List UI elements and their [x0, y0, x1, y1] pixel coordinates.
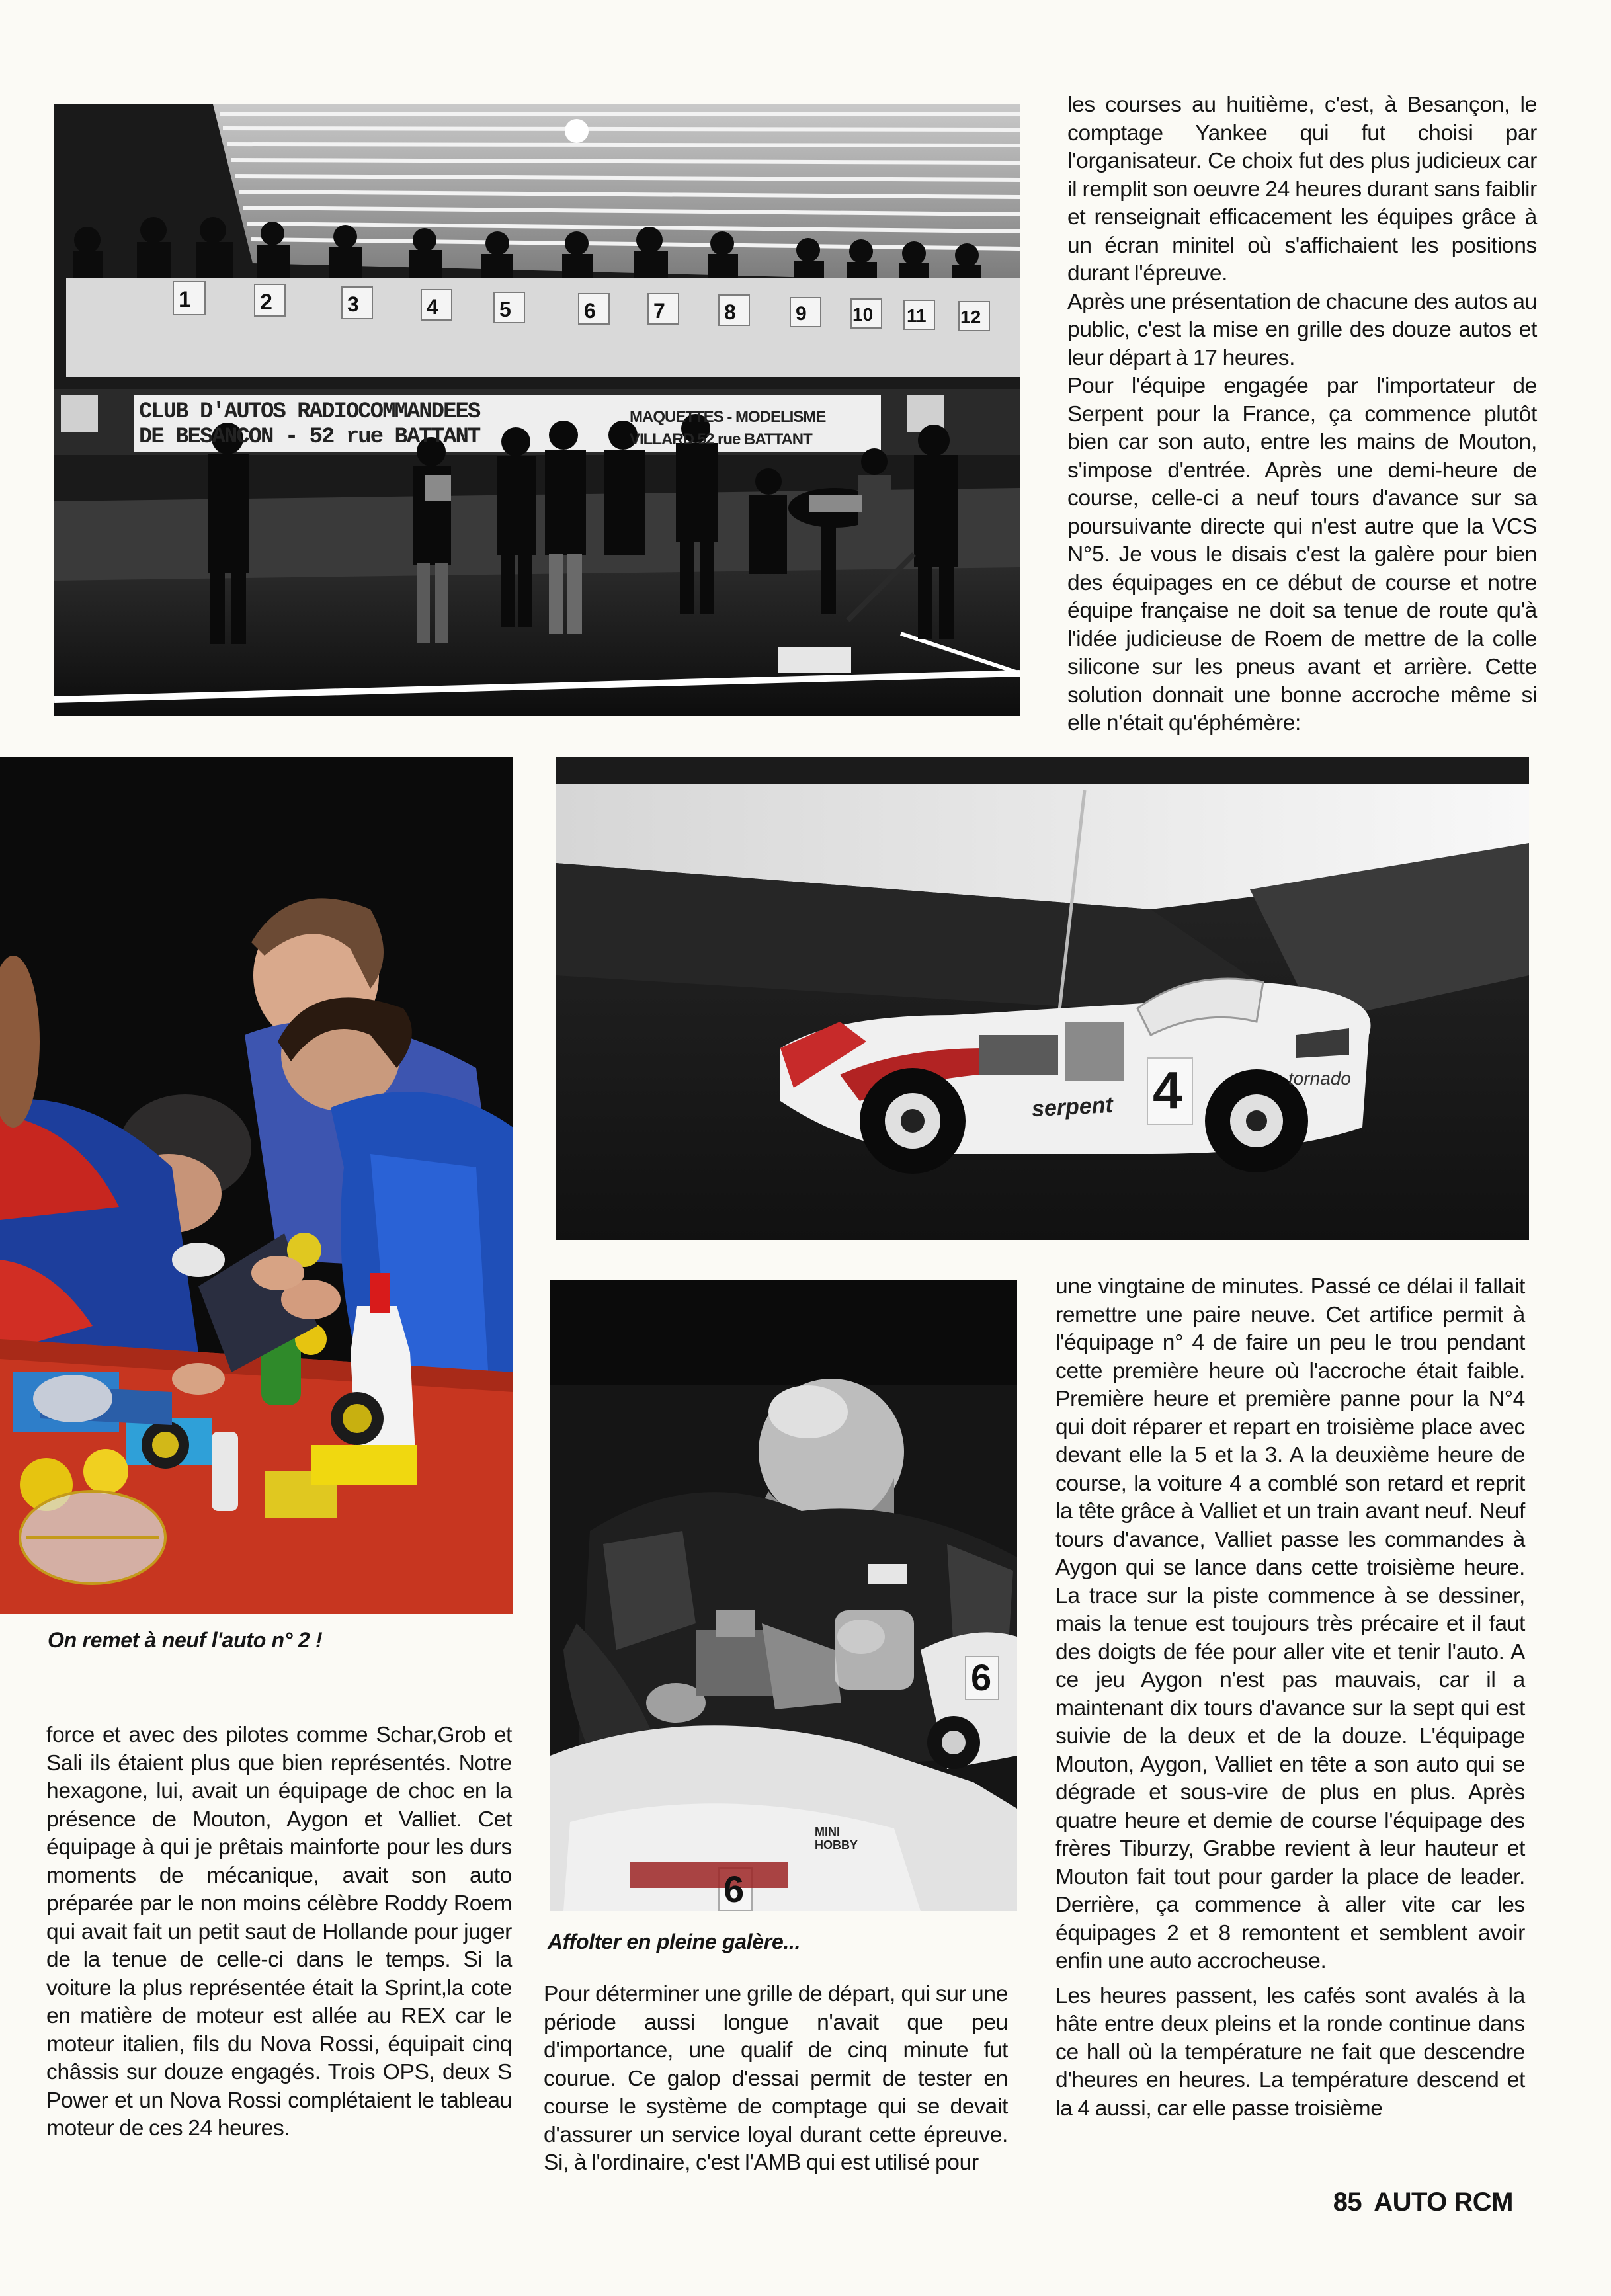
stand-number: 1	[179, 287, 191, 312]
car-sponsor-decal: serpent	[1031, 1092, 1114, 1122]
photo-repair	[0, 757, 513, 1614]
article-column-right-top	[1067, 91, 1537, 738]
paragraph: force et avec des pilotes comme Schar,Grob et Sali ils étaient plus que bien représentés. Notre hexagone, lui, avait un équipage de choc en la présence de Mouton, Aygon et Valliet. Cet équipage à qui je prêtais mainforte pour les durs moments de mécanique, avait son auto préparée par le non moins célèbre Roddy Roem qui avait fait un petit saut de Hollande pour juger de la tenue de celle-ci dans le temps. Si la voiture la plus représentée était la Sprint,la cote en matière de moteur est allée au REX car le moteur italien, fils du Nova Rossi, équipait cinq châssis sur douze engagés. Trois OPS, deux S Power et un Nova Rossi complétaient le tableau moteur de ces 24 heures.	[46, 1723, 512, 2141]
stand-number: 10	[852, 304, 874, 325]
body-decal: MINI HOBBY	[815, 1825, 858, 1852]
page-number: 85	[1333, 2188, 1362, 2217]
stand-number: 8	[724, 300, 736, 324]
car-number: 4	[1153, 1061, 1182, 1120]
car-tornado-decal: tornado	[1288, 1068, 1351, 1088]
article-column-left-bottom	[46, 1721, 512, 2143]
article-column-right-bottom	[1055, 1273, 1525, 2123]
paragraph: Les heures passent, les cafés sont avalés à la hâte entre deux pleins et la ronde continue dans ce hall où la température ne fait que descendre d'heures en heures. La température descend et la 4 aussi, car elle passe troisième	[1055, 1983, 1525, 2121]
stand-number: 5	[499, 298, 511, 321]
stand-number: 3	[347, 292, 359, 316]
banner-club	[139, 399, 595, 450]
banner-shop-line1: MAQUETTES - MODELISME	[630, 408, 826, 426]
stand-number: 4	[427, 295, 438, 319]
article-column-middle-bottom	[544, 1981, 1008, 2178]
stand-number: 11	[907, 306, 927, 326]
photo-mechanic	[550, 1280, 1017, 1911]
paragraph: Après une présentation de chacune des autos au public, c'est la mise en grille des douze autos et leur départ à 17 heures.	[1067, 289, 1537, 370]
stand-number: 9	[796, 303, 807, 325]
stand-number: 6	[584, 299, 596, 323]
photo-race-car	[556, 757, 1529, 1240]
banner-shop	[630, 406, 888, 451]
stand-number: 7	[653, 299, 665, 323]
stand-number: 12	[960, 307, 981, 327]
caption-repair: On remet à neuf l'auto n° 2 !	[48, 1628, 323, 1652]
paragraph: une vingtaine de minutes. Passé ce délai il fallait remettre une paire neuve. Cet artifice permit à l'équipage n° 4 de faire un peu le trou pendant cette première heure où l'accroche était faible. Première heure et première panne pour la N°4 qui doit réparer et repart en troisième place avec devant elle la 5 et la 3. A la deuxième heure de course, la voiture 4 a comblé son retard et reprit la tête grâce à Valliet et un train avant neuf. Neuf tours d'avance, Valliet passe les commandes à Aygon qui se lance dans cette troisième heure. La trace sur la piste commence à se dessiner, mais la tenue est toujours très précaire et il faut des doigts de fée pour aller vite et tenir l'auto. A ce jeu Aygon n'est pas mauvais, car il a maintenant dix tours d'avance sur la sept qui est suivie de la deux et de la douze. L'équipage Mouton, Aygon, Valliet en tête a son auto qui se dégrade et sous-vire de plus en plus. Après quatre heure et demie de course l'équipage des frères Tiburzy, Grabbe revient à leur hauteur et Mouton fait tout pour garder la place de leader. Derrière, ça commence à aller vite car les équipages 2 et 8 remontent et semblent avoir enfin une auto accrocheuse.	[1055, 1274, 1525, 1973]
photo-grandstand	[54, 104, 1020, 716]
stand-numbers	[54, 283, 1020, 327]
paragraph: Pour déterminer une grille de départ, qui sur une période aussi longue n'avait que peu d'importance, une qualif de cinq minute fut courue. Ce galop d'essai permit de tester en course le système de comptage qui se devait d'assurer un service loyal durant cette épreuve. Si, à l'ordinaire, c'est l'AMB qui est utilisé pour	[544, 1982, 1008, 2175]
banner-club-line1: CLUB D'AUTOS RADIOCOMMANDEES	[139, 399, 480, 425]
page-folio	[1333, 2188, 1513, 2217]
caption-mechanic: Affolter en pleine galère...	[548, 1930, 801, 1953]
body-number: 6	[723, 1868, 745, 1910]
paragraph: Pour l'équipe engagée par l'importateur de Serpent pour la France, ça commence plutôt bien car son auto, entre les mains de Mouton, s'impose d'entrée. Après une demi-heure de course, celle-ci a neuf tours d'avance sur sa poursuivante directe qui n'est autre que la VCS N°5. Je vous le disais c'est la galère pour bien des équipages en ce début de course et notre équipe française ne doit sa tenue de route qu'à l'idée judicieuse de Roem de mettre de la colle silicone sur les pneus avant et arrière. Cette solution donnait une bonne accroche même si elle n'était qu'éphémère:	[1067, 374, 1537, 735]
stand-number: 2	[260, 290, 272, 315]
banner-club-line2: DE BESANCON - 52 rue BATTANT	[139, 425, 480, 450]
magazine-name: AUTO RCM	[1374, 2188, 1513, 2217]
body-number-2: 6	[971, 1657, 992, 1698]
banner-shop-line2: VILLARD 52 rue BATTANT	[630, 430, 812, 448]
paragraph: les courses au huitième, c'est, à Besançon, le comptage Yankee qui fut choisi par l'organisateur. Ce choix fut des plus judicieux car il remplit son oeuvre 24 heures durant sans faiblir et renseignait efficacement les équipes grâce à un écran minitel où s'affichaient les positions durant l'épreuve.	[1067, 93, 1537, 286]
